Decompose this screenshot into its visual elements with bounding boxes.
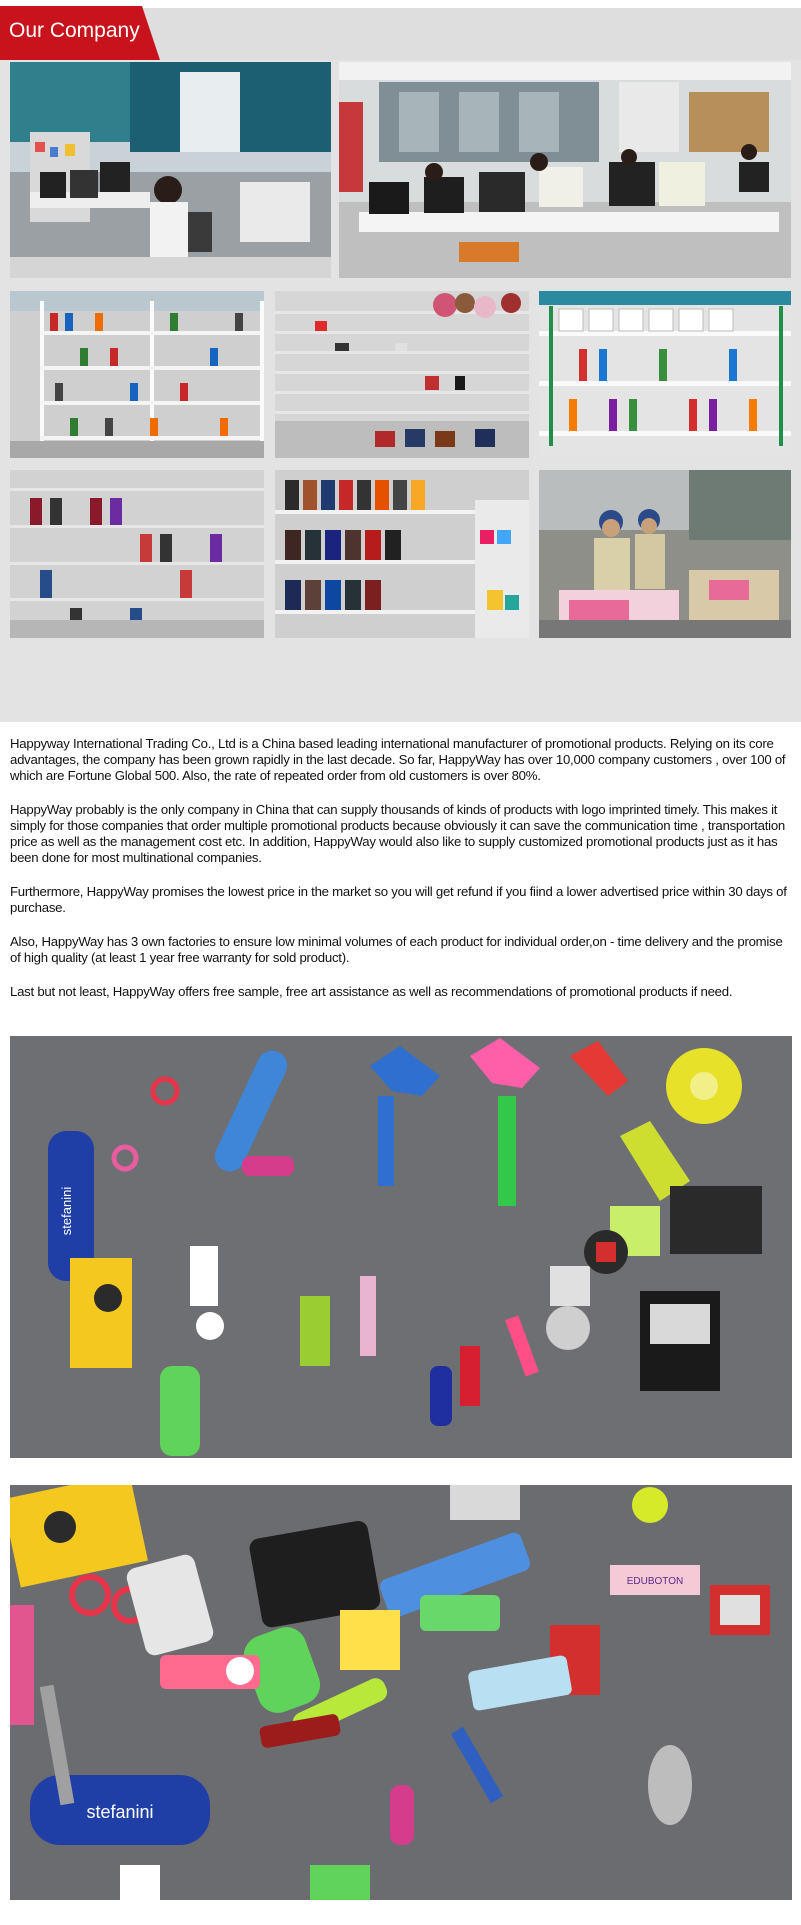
- showroom-shelves-cups: [10, 291, 264, 458]
- section-header: [0, 0, 801, 62]
- showroom-wall-display: [275, 291, 529, 458]
- office-photo-left: [10, 62, 331, 278]
- office-photo-right: [339, 62, 791, 278]
- paragraph-factories: Also, HappyWay has 3 own factories to ensure low minimal volumes of each product for individual order,on - time delivery and the promise of high quality (at least 1 year free warranty for sold product).: [10, 934, 783, 965]
- photo-grid: [0, 60, 801, 722]
- paragraph-products: HappyWay probably is the only company in China that can supply thousands of kinds of products with logo imprinted timely. This makes it simply for those companies that order multiple promotional products because obviously it can save the communication time , transportation price as well as the management cost etc. In addition, HappyWay would also like to supply customized promotional products just as it has been done for most multinational companies.: [10, 802, 785, 865]
- company-description: [10, 736, 796, 1018]
- products-photo-2: [10, 1485, 792, 1900]
- brand-text-1: stefanini: [59, 1186, 74, 1236]
- paragraph-intro: Happyway International Trading Co., Ltd is a China based leading international manufacturer of promotional products. Relying on its core advantages, the company has been grown rapidly in the last decade. So far, HappyWay has over 10,000 company customers , over 100 of which are Fortune Global 500. Also, the rate of repeated order from old customers is over 80%.: [10, 736, 786, 783]
- paragraph-services: Last but not least, HappyWay offers free sample, free art assistance as well as recommendations of promotional products if need.: [10, 984, 733, 999]
- showroom-notebooks: [275, 470, 529, 638]
- products-photo-1: [10, 1036, 792, 1458]
- showroom-mugs-wall: [10, 470, 264, 638]
- factory-workers: [539, 470, 791, 638]
- brand-text-2: stefanini: [86, 1802, 154, 1822]
- paragraph-price: Furthermore, HappyWay promises the lowest price in the market so you will get refund if you fiind a lower advertised price within 30 days of purchase.: [10, 884, 787, 915]
- label-text-eduboton: EDUBOTON: [626, 1576, 684, 1587]
- showroom-bottles-rack: [539, 291, 791, 458]
- section-title: Our Company: [9, 19, 140, 42]
